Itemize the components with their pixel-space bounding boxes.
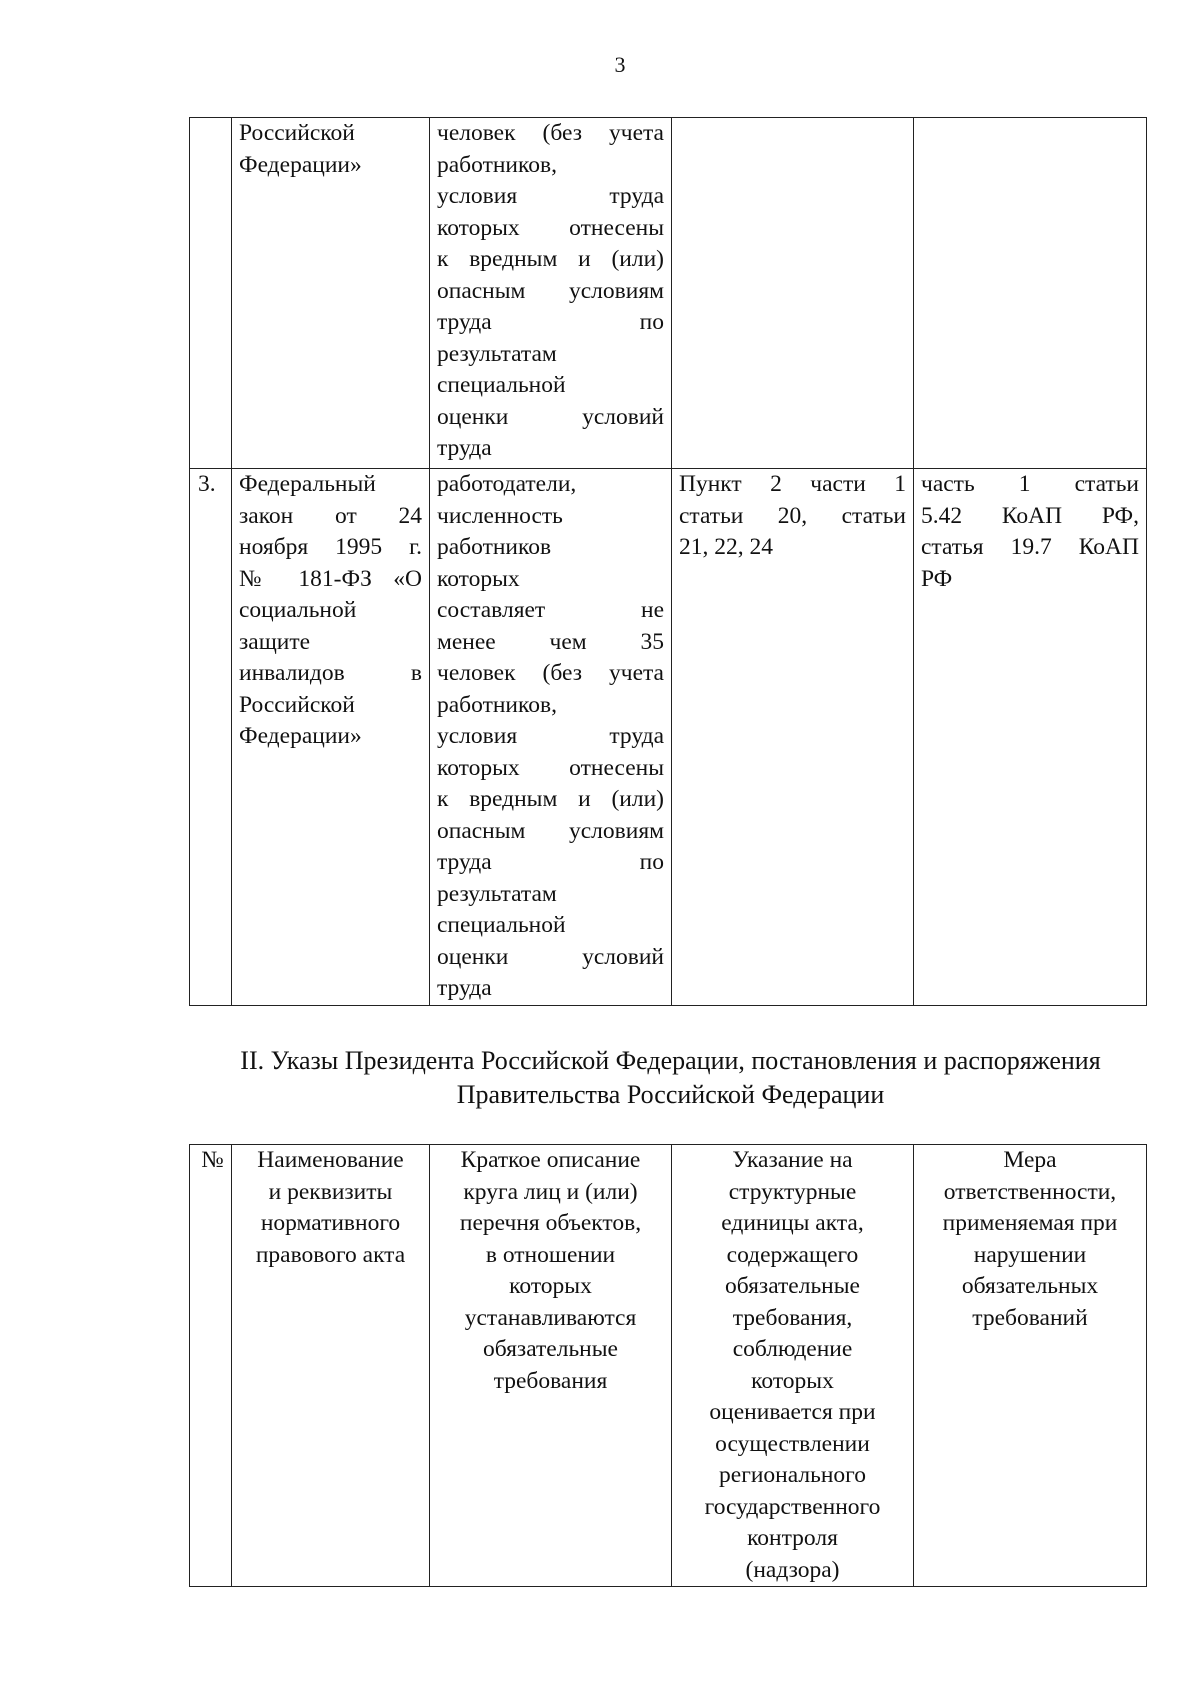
header-num: № xyxy=(190,1145,232,1587)
cell-text-line: труда по xyxy=(437,849,664,875)
cell-text-line: № 181-ФЗ «О xyxy=(239,565,422,592)
cell-text-line: инвалидов в xyxy=(239,660,422,686)
header-act xyxy=(232,1145,430,1587)
cell-text-line: оценки условий xyxy=(437,943,664,970)
cell-text-line: требования, xyxy=(732,1304,853,1331)
cell-text-line: опасным условиям xyxy=(437,277,664,304)
cell-text-line: Российской xyxy=(239,120,355,146)
structural-units-cell xyxy=(672,469,914,1006)
cell-text-line: работников xyxy=(437,534,552,560)
cell-text-line: опасным условиям xyxy=(437,817,664,844)
cell-text-line: требования xyxy=(493,1367,608,1394)
cell-text-line: человек (без учета xyxy=(437,660,664,686)
cell-text-line: Федерации» xyxy=(239,723,362,749)
cell-text-line: результатам xyxy=(437,880,557,907)
liability-cell xyxy=(914,469,1147,1006)
cell-text-line: Федерации» xyxy=(239,151,362,178)
cell-text-line: нарушении xyxy=(973,1241,1087,1268)
cell-text-line: 5.42 КоАП РФ, xyxy=(921,502,1139,529)
decrees-table xyxy=(189,1144,1147,1587)
header-structural-units xyxy=(672,1145,914,1587)
cell-text-line: и реквизиты xyxy=(268,1178,393,1205)
cell-text-line: круга лиц и (или) xyxy=(463,1178,638,1205)
scope-cell xyxy=(430,118,672,469)
cell-text-line: структурные xyxy=(728,1178,857,1205)
row-number-cell: 3. xyxy=(190,469,232,1006)
cell-text-line: контроля xyxy=(747,1525,838,1551)
cell-text-line: работников, xyxy=(437,151,557,178)
cell-text-line: труда xyxy=(437,975,492,1001)
cell-text-line: Краткое описание xyxy=(460,1147,641,1173)
page-number: 3 xyxy=(614,52,626,77)
cell-text-line: которых отнесены xyxy=(437,754,664,781)
cell-text-line: результатам xyxy=(437,340,557,367)
cell-text-line: регионального xyxy=(719,1462,866,1488)
section-heading xyxy=(189,1044,1152,1112)
cell-text-line: статьи 20, статьи xyxy=(679,502,906,529)
cell-text-line: Российской xyxy=(239,691,355,718)
cell-text-line: оценивается при xyxy=(709,1399,876,1425)
header-liability xyxy=(914,1145,1147,1587)
cell-text-line: ноября 1995 г. xyxy=(239,534,422,560)
table-row xyxy=(190,469,1147,1006)
cell-text-line: содержащего xyxy=(726,1241,859,1268)
cell-text-line: обязательные xyxy=(725,1273,860,1299)
cell-text-line: ответственности, xyxy=(943,1178,1117,1205)
cell-text-line: которых отнесены xyxy=(437,214,664,241)
cell-text-line: правового акта xyxy=(255,1241,406,1268)
cell-text-line: перечня объектов, xyxy=(459,1210,642,1236)
cell-text-line: к вредным и (или) xyxy=(437,246,664,272)
cell-text-line: работодатели, xyxy=(437,471,577,497)
cell-text-line: численность xyxy=(437,502,563,529)
cell-text-line: устанавливаются xyxy=(464,1304,637,1331)
section-heading-line-2: Правительства Российской Федерации xyxy=(456,1080,885,1109)
cell-text-line: соблюдение xyxy=(732,1336,853,1362)
cell-text-line: обязательные xyxy=(483,1336,618,1362)
cell-text-line: специальной xyxy=(437,372,566,398)
structural-units-cell xyxy=(672,118,914,469)
cell-text-line: к вредным и (или) xyxy=(437,786,664,812)
cell-text-line: оценки условий xyxy=(437,403,664,430)
section-heading-line-1: II. Указы Президента Российской Федерации, постановления и распоряжения xyxy=(240,1046,1101,1075)
cell-text-line: применяемая при xyxy=(942,1210,1118,1236)
cell-text-line: статья 19.7 КоАП xyxy=(921,534,1139,560)
cell-text-line: нормативного xyxy=(260,1210,401,1236)
act-cell xyxy=(232,118,430,469)
cell-text-line: условия труда xyxy=(437,723,664,749)
cell-text-line: требований xyxy=(972,1304,1088,1331)
cell-text-line: труда по xyxy=(437,309,664,335)
cell-text-line: единицы акта, xyxy=(721,1210,864,1236)
cell-text-line: государственного xyxy=(704,1493,881,1520)
cell-text-line: Наименование xyxy=(257,1147,404,1173)
cell-text-line: Пункт 2 части 1 xyxy=(679,471,906,497)
scope-cell xyxy=(430,469,672,1006)
act-cell xyxy=(232,469,430,1006)
row-number-cell xyxy=(190,118,232,469)
cell-text-line: осуществлении xyxy=(715,1430,870,1457)
cell-text-line: 21, 22, 24 xyxy=(679,534,773,560)
cell-text-line: РФ xyxy=(921,565,953,592)
table-header-row xyxy=(190,1145,1147,1587)
table-row xyxy=(190,118,1147,469)
cell-text-line: труда xyxy=(437,435,492,461)
cell-text-line: менее чем 35 xyxy=(437,628,664,655)
requirements-table-continued xyxy=(189,117,1147,1006)
cell-text-line: часть 1 статьи xyxy=(921,471,1139,497)
liability-cell xyxy=(914,118,1147,469)
cell-text-line: человек (без учета xyxy=(437,120,664,146)
cell-text-line: защите xyxy=(239,628,311,655)
cell-text-line: составляет не xyxy=(437,597,664,623)
cell-text-line: условия труда xyxy=(437,183,664,209)
cell-text-line: которых xyxy=(751,1367,834,1394)
cell-text-line: Указание на xyxy=(732,1147,853,1173)
cell-text-line: закон от 24 xyxy=(239,502,422,529)
header-scope xyxy=(430,1145,672,1587)
cell-text-line: Федеральный xyxy=(239,471,376,497)
cell-text-line: которых xyxy=(437,565,520,592)
cell-text-line: которых xyxy=(509,1273,592,1299)
cell-text-line: специальной xyxy=(437,912,566,938)
cell-text-line: работников, xyxy=(437,691,557,718)
cell-text-line: (надзора) xyxy=(745,1556,840,1583)
cell-text-line: в отношении xyxy=(485,1241,616,1268)
cell-text-line: обязательных xyxy=(961,1273,1099,1299)
cell-text-line: социальной xyxy=(239,597,357,623)
cell-text-line: Мера xyxy=(1003,1147,1057,1173)
